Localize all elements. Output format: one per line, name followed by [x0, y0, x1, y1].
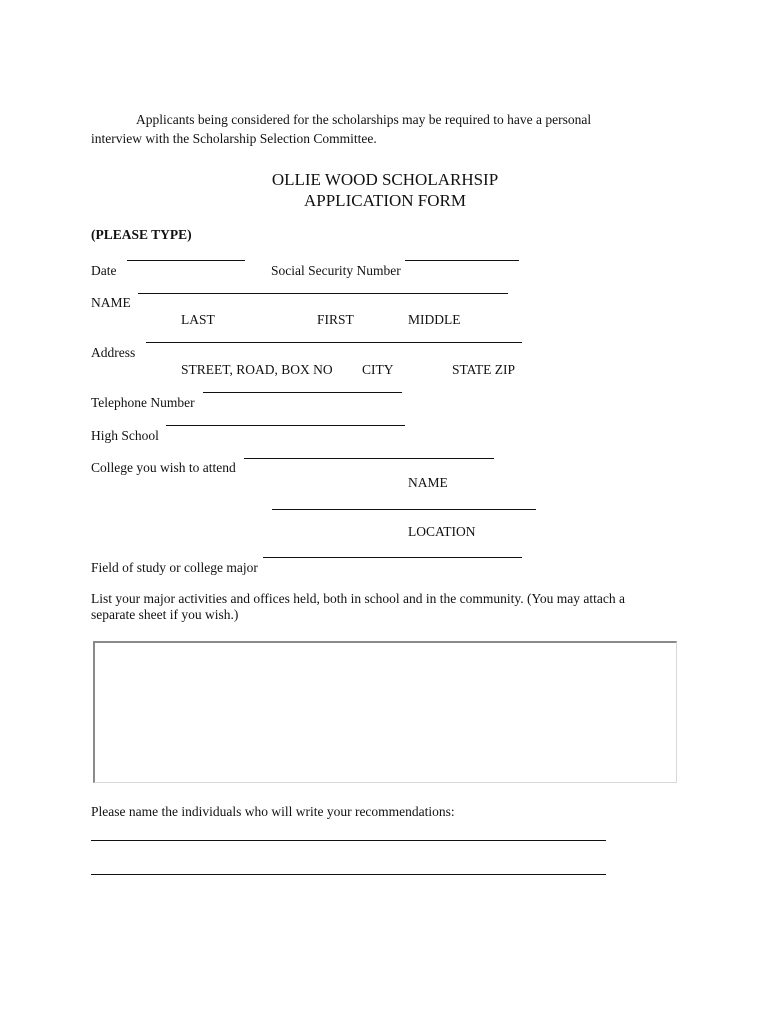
date-field[interactable]: [127, 260, 245, 261]
form-title-line-2: APPLICATION FORM: [304, 191, 466, 210]
name-sub-last: LAST: [181, 312, 215, 327]
field-of-study-field[interactable]: [263, 557, 522, 558]
activities-line-1: List your major activities and offices held, both in school and in the community. (You may attach a: [91, 591, 626, 606]
intro-line-2: interview with the Scholarship Selection Committee.: [91, 131, 377, 146]
name-sub-middle: MIDDLE: [408, 312, 461, 327]
intro-line-1: Applicants being considered for the scholarships may be required to have a personal: [136, 112, 592, 127]
high-school-field[interactable]: [166, 425, 405, 426]
high-school-label: High School: [91, 428, 159, 443]
instruction-please-type: (PLEASE TYPE): [91, 227, 192, 242]
activities-text-box[interactable]: [93, 641, 677, 783]
recommendation-field-2[interactable]: [91, 874, 606, 875]
address-sub-city: CITY: [362, 362, 394, 377]
name-label: NAME: [91, 295, 131, 310]
field-of-study-label: Field of study or college major: [91, 560, 258, 575]
name-sub-first: FIRST: [317, 312, 354, 327]
college-location-sub: LOCATION: [408, 524, 476, 539]
college-label: College you wish to attend: [91, 460, 236, 475]
recommendation-field-1[interactable]: [91, 840, 606, 841]
address-field[interactable]: [146, 342, 522, 343]
address-sub-street: STREET, ROAD, BOX NO: [181, 362, 333, 377]
ssn-field[interactable]: [405, 260, 519, 261]
college-name-field[interactable]: [244, 458, 494, 459]
telephone-field[interactable]: [203, 392, 402, 393]
date-label: Date: [91, 263, 117, 278]
telephone-label: Telephone Number: [91, 395, 195, 410]
form-title-line-1: OLLIE WOOD SCHOLARHSIP: [271, 170, 499, 189]
recommendations-label: Please name the individuals who will write your recommendations:: [91, 804, 455, 819]
college-name-sub: NAME: [408, 475, 448, 490]
address-sub-state-zip: STATE ZIP: [452, 362, 516, 377]
ssn-label: Social Security Number: [271, 263, 401, 278]
college-location-field[interactable]: [272, 509, 536, 510]
name-field[interactable]: [138, 293, 508, 294]
address-label: Address: [91, 345, 136, 360]
activities-line-2: separate sheet if you wish.): [91, 607, 239, 622]
